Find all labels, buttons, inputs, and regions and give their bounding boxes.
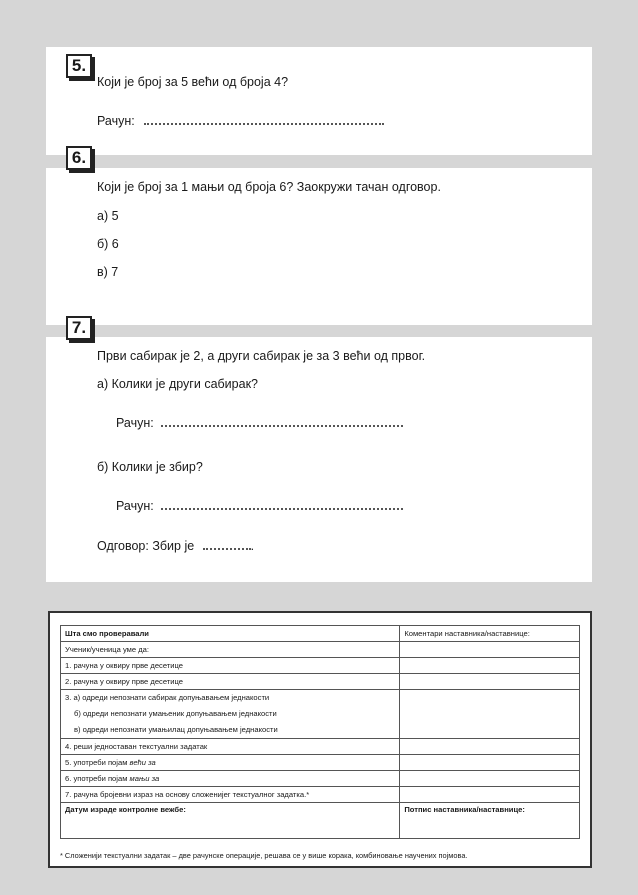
comment-cell[interactable] bbox=[400, 739, 580, 755]
task-7-calc-a-label: Рачун: bbox=[116, 416, 154, 430]
assessment-row-3b: б) одреди непознати умањеник допуњавањем једнакости bbox=[74, 709, 277, 718]
assessment-row-5-term: већи за bbox=[129, 758, 156, 767]
assessment-row-5-text: 5. употреби појам bbox=[65, 758, 130, 767]
task-7-calc-b-row bbox=[116, 498, 403, 513]
task-7-part-b: б) Колики је збир? bbox=[97, 460, 203, 474]
comment-cell[interactable] bbox=[400, 658, 580, 674]
task-7-question: Први сабирак је 2, а други сабирак је за 3 већи од првог. bbox=[97, 349, 426, 363]
assessment-row-3a: 3. а) одреди непознати сабирак допуњавањем једнакости bbox=[65, 693, 270, 702]
table-row bbox=[61, 771, 580, 787]
comment-cell[interactable] bbox=[400, 674, 580, 690]
task-6-option-a[interactable]: а) 5 bbox=[97, 209, 119, 223]
comment-cell[interactable] bbox=[400, 755, 580, 771]
task-5-number: 5. bbox=[66, 54, 92, 78]
table-row bbox=[61, 739, 580, 755]
assessment-row-2: 2. рачуна у оквиру прве десетице bbox=[61, 674, 400, 690]
task-5-answer-line[interactable] bbox=[144, 113, 384, 125]
table-row bbox=[61, 755, 580, 771]
assessment-header-row bbox=[61, 626, 580, 642]
assessment-row-4: 4. реши једноставан текстуални задатак bbox=[61, 739, 400, 755]
signature-row bbox=[61, 803, 580, 839]
comment-cell[interactable] bbox=[400, 642, 580, 658]
task-7-answer-line[interactable] bbox=[203, 538, 251, 550]
assessment-footnote: * Сложенији текстуални задатак – две рачунске операције, решава се у више корака, комбиновање научених појмова. bbox=[60, 851, 468, 860]
task-7-calc-b-label: Рачун: bbox=[116, 499, 154, 513]
assessment-intro: Ученик/ученица уме да: bbox=[61, 642, 400, 658]
assessment-box bbox=[48, 611, 592, 868]
task-7-part-a: а) Колики је други сабирак? bbox=[97, 377, 258, 391]
task-7-answer-row bbox=[97, 538, 254, 553]
task-7-calc-a-row bbox=[116, 415, 403, 430]
task-6-option-b[interactable]: б) 6 bbox=[97, 237, 119, 251]
assessment-row-6 bbox=[61, 771, 400, 787]
assessment-row-3 bbox=[61, 690, 400, 739]
comment-cell[interactable] bbox=[400, 771, 580, 787]
assessment-row-5 bbox=[61, 755, 400, 771]
task-7-answer-prefix: Одговор: Збир је bbox=[97, 539, 195, 553]
task-6-number: 6. bbox=[66, 146, 92, 170]
assessment-row-3c: в) одреди непознати умањилац допуњавањем једнакости bbox=[74, 725, 278, 734]
assessment-row-1: 1. рачуна у оквиру прве десетице bbox=[61, 658, 400, 674]
task-6-option-c[interactable]: в) 7 bbox=[97, 265, 119, 279]
assessment-row-7: 7. рачуна бројевни израз на основу сложенијег текстуалног задатка.* bbox=[61, 787, 400, 803]
task-7-number: 7. bbox=[66, 316, 92, 340]
comment-cell[interactable] bbox=[400, 787, 580, 803]
table-row bbox=[61, 787, 580, 803]
task-7-calc-b-line[interactable] bbox=[161, 498, 403, 510]
task-5-question: Који је број за 5 већи од броја 4? bbox=[97, 75, 289, 89]
task-7-answer-suffix: . bbox=[250, 539, 255, 553]
table-row bbox=[61, 658, 580, 674]
task-5-panel bbox=[46, 47, 592, 155]
table-row bbox=[61, 690, 580, 739]
assessment-row-6-term: мањи за bbox=[129, 774, 160, 783]
assessment-col2-header: Коментари наставника/наставнице: bbox=[400, 626, 580, 642]
comment-cell[interactable] bbox=[400, 690, 580, 739]
task-7-calc-a-line[interactable] bbox=[161, 415, 403, 427]
task-5-calc-label: Рачун: bbox=[97, 114, 135, 128]
date-field[interactable]: Датум израде контролне вежбе: bbox=[61, 803, 400, 839]
task-5-calc-row bbox=[97, 113, 384, 128]
task-6-question: Који је број за 1 мањи од броја 6? Заокружи тачан одговор. bbox=[97, 180, 441, 194]
assessment-table bbox=[60, 625, 580, 839]
assessment-row-6-text: 6. употреби појам bbox=[65, 774, 130, 783]
table-row bbox=[61, 642, 580, 658]
assessment-col1-header: Шта смо проверавали bbox=[61, 626, 400, 642]
table-row bbox=[61, 674, 580, 690]
signature-field[interactable]: Потпис наставника/наставнице: bbox=[400, 803, 580, 839]
